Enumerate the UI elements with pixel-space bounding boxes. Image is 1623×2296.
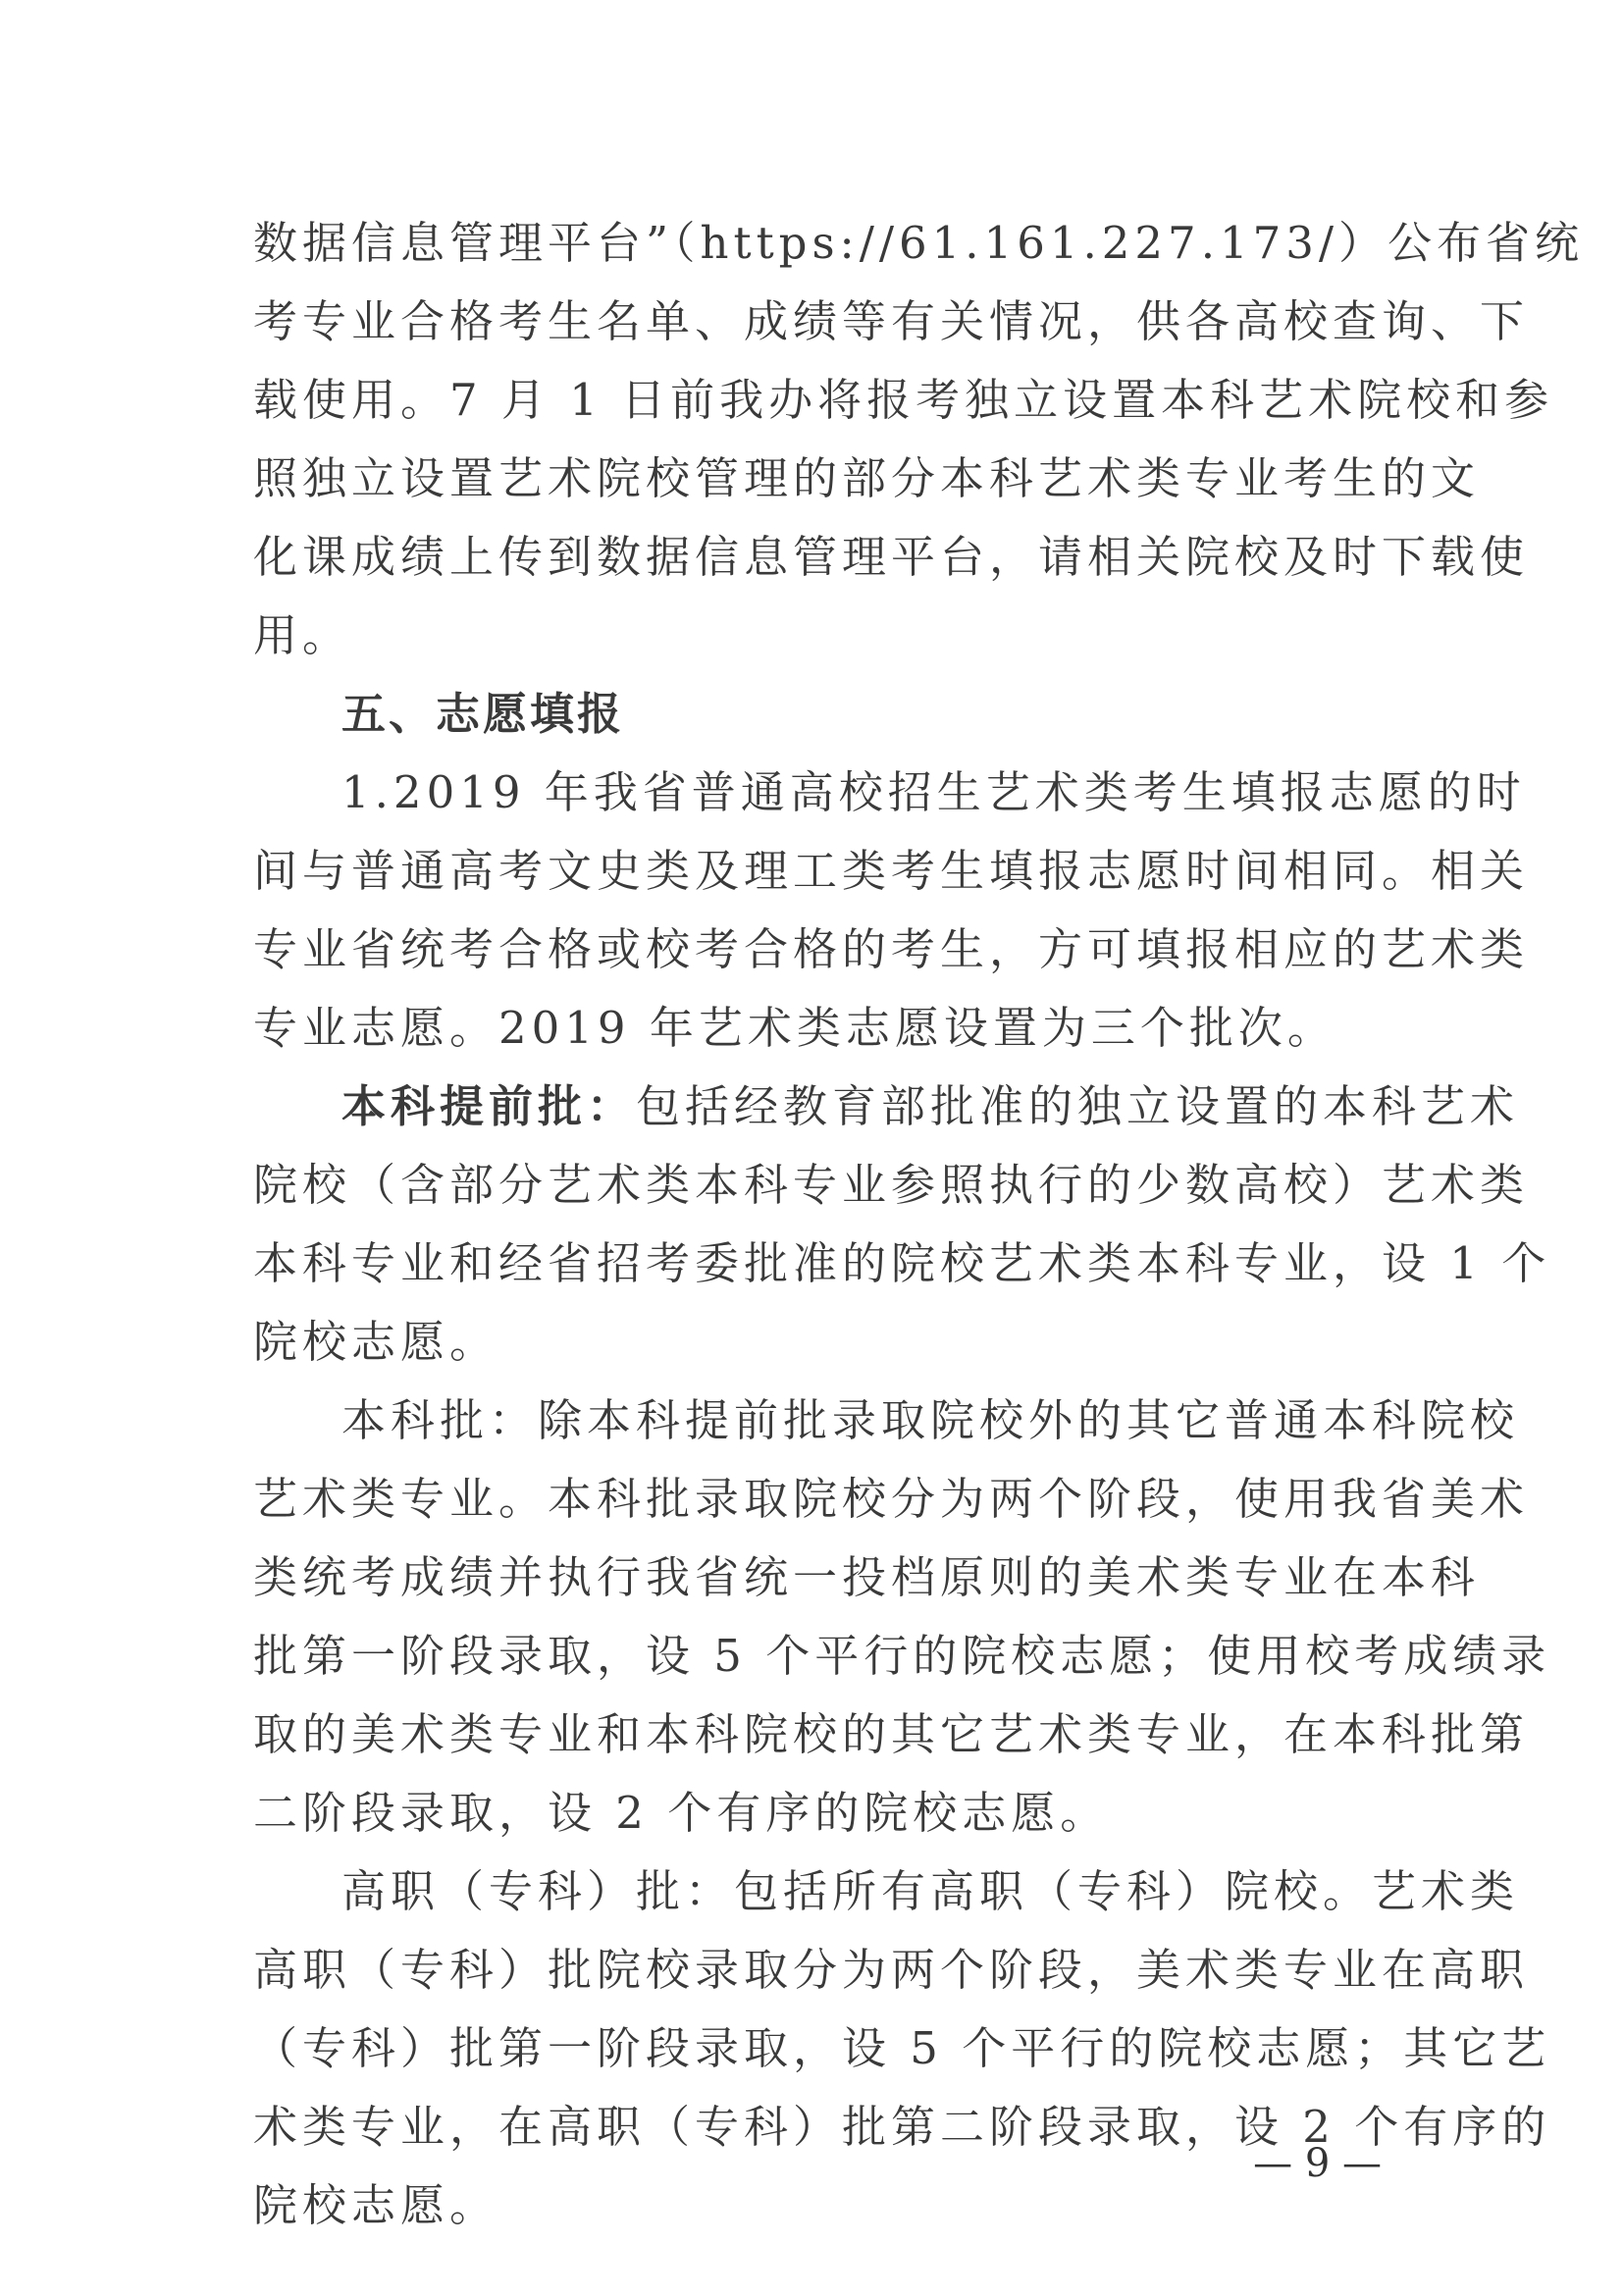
- text-line: 院校志愿。: [253, 1316, 499, 1368]
- text-line: 高职（专科）批：包括所有高职（专科）院校。艺术类: [341, 1865, 1520, 1917]
- text-line: 数据信息管理平台”（https://61.161.227.173/）公布省统: [253, 217, 1585, 269]
- text-line: 批第一阶段录取，设 5 个平行的院校志愿；使用校考成绩录: [253, 1630, 1551, 1682]
- text-line: 类统考成绩并执行我省统一投档原则的美术类专业在本科: [253, 1551, 1481, 1603]
- section-heading: 五、志愿填报: [341, 688, 625, 740]
- text-line: 艺术类专业。本科批录取院校分为两个阶段，使用我省美术: [253, 1473, 1530, 1525]
- text-line: 取的美术类专业和本科院校的其它艺术类专业，在本科批第: [253, 1708, 1530, 1760]
- paragraph-lead: 本科提前批：: [341, 1080, 637, 1132]
- text-line: 用。: [253, 609, 352, 661]
- text-line: 高职（专科）批院校录取分为两个阶段，美术类专业在高职: [253, 1944, 1530, 1996]
- text-line: 间与普通高考文史类及理工类考生填报志愿时间相同。相关: [253, 845, 1530, 897]
- text-line: 院校（含部分艺术类本科专业参照执行的少数高校）艺术类: [253, 1159, 1530, 1211]
- text-line: 载使用。7 月 1 日前我办将报考独立设置本科艺术院校和参: [253, 374, 1554, 426]
- page-number: — 9 —: [1253, 2141, 1382, 2186]
- text-line: 1.2019 年我省普通高校招生艺术类考生填报志愿的时: [341, 766, 1526, 818]
- text-line: 照独立设置艺术院校管理的部分本科艺术类专业考生的文: [253, 452, 1481, 504]
- text-line: 术类专业，在高职（专科）批第二阶段录取，设 2 个有序的: [253, 2101, 1551, 2153]
- text-line: 化课成绩上传到数据信息管理平台，请相关院校及时下载使: [253, 531, 1530, 583]
- paragraph-first-line: [253, 1068, 1520, 1146]
- body-text: [253, 204, 1585, 2245]
- text-span: 包括经教育部批准的独立设置的本科艺术: [636, 1080, 1520, 1132]
- text-line: 二阶段录取，设 2 个有序的院校志愿。: [253, 1787, 1110, 1839]
- text-line: 专业省统考合格或校考合格的考生，方可填报相应的艺术类: [253, 923, 1530, 975]
- text-line: 考专业合格考生名单、成绩等有关情况，供各高校查询、下: [253, 295, 1530, 347]
- text-line: 本科专业和经省招考委批准的院校艺术类本科专业，设 1 个: [253, 1237, 1551, 1289]
- text-line: 专业志愿。2019 年艺术类志愿设置为三个批次。: [253, 1002, 1336, 1054]
- text-line: 本科批：除本科提前批录取院校外的其它普通本科院校: [341, 1394, 1520, 1446]
- text-line: （专科）批第一阶段录取，设 5 个平行的院校志愿；其它艺: [253, 2022, 1551, 2074]
- text-line: 院校志愿。: [253, 2179, 499, 2231]
